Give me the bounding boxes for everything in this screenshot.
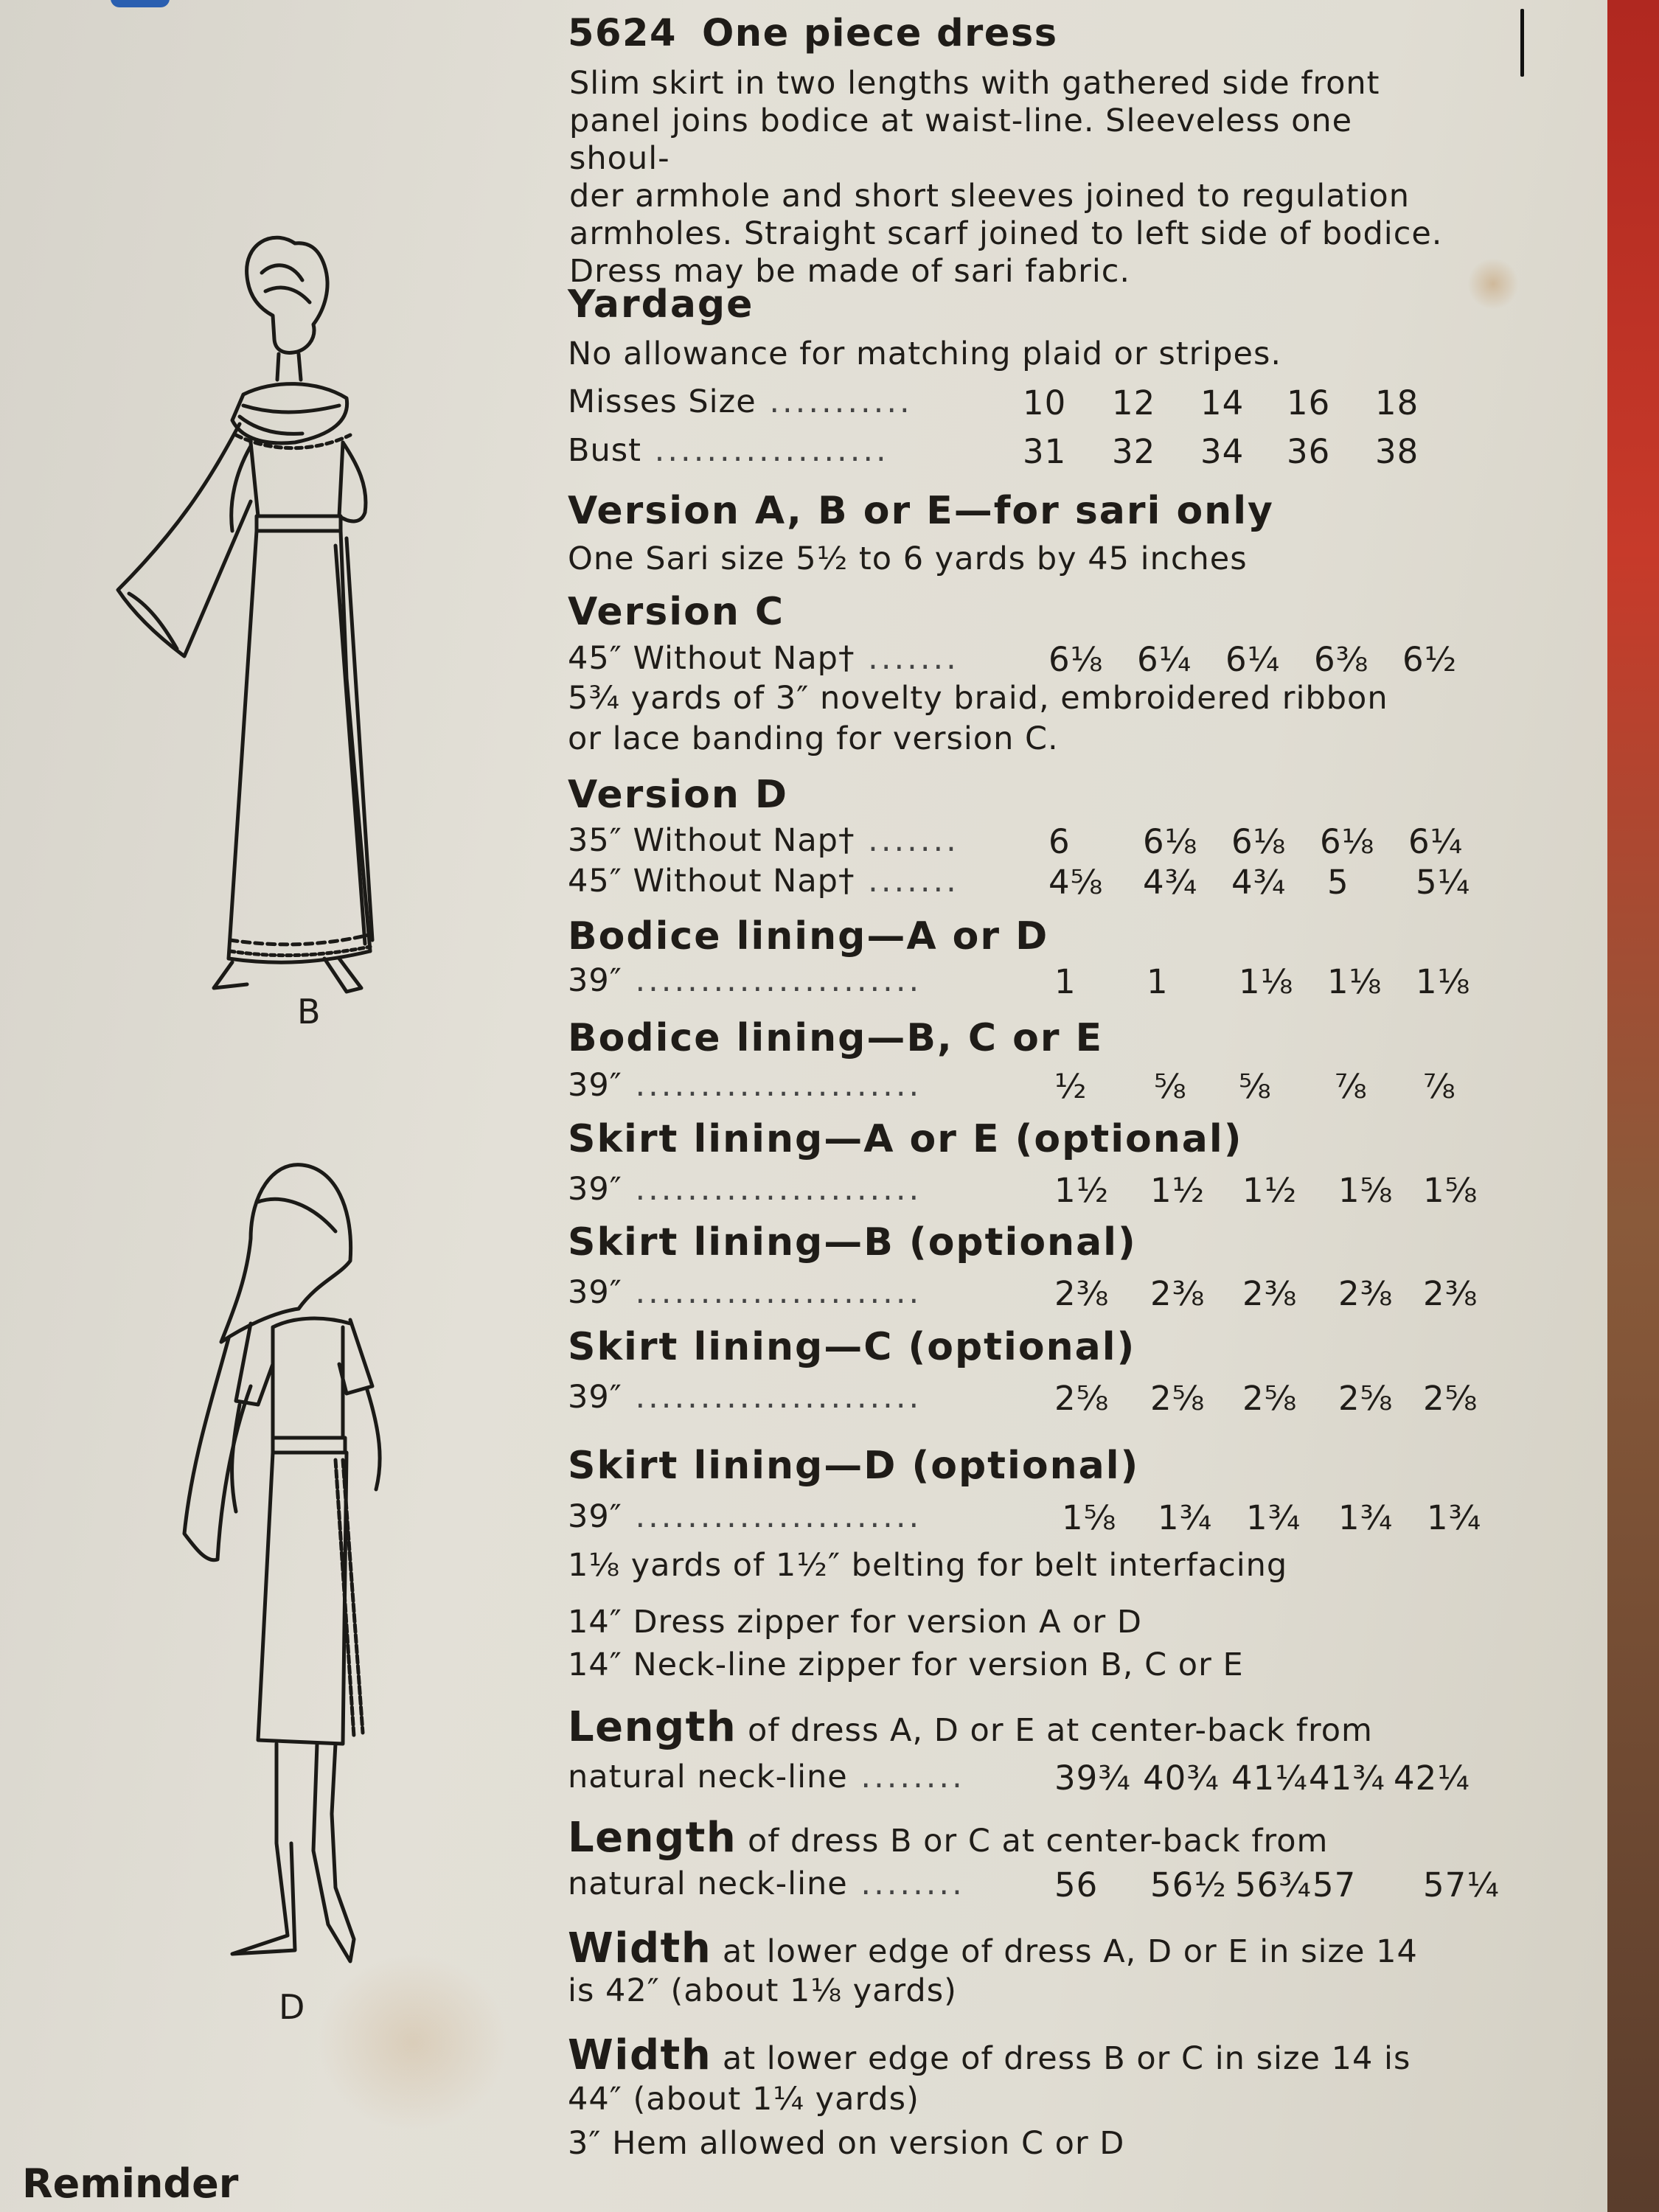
length-word: Length: [568, 1814, 737, 1862]
yardage-value: 6¼: [1408, 822, 1464, 861]
row-label: 45″ Without Nap†: [568, 863, 855, 900]
width-word: Width: [568, 2031, 712, 2079]
version-c-note: 5¾ yards of 3″ novelty braid, embroidered ribbon: [568, 680, 1388, 717]
version-c-row: 45″ Without Nap† ....... 6⅛ 6¼ 6¼ 6⅜ 6½: [568, 640, 1458, 679]
yardage-value: 1⅝: [1423, 1171, 1478, 1210]
skirt-lining-c-row: 39″ ...................... 2⅝ 2⅝ 2⅝ 2⅝ 2⅝: [568, 1379, 1478, 1418]
length-value: 57¼: [1423, 1865, 1500, 1905]
yardage-value: 6½: [1402, 640, 1458, 679]
yardage-value: 5: [1327, 863, 1349, 902]
row-label: 39″: [568, 962, 622, 999]
length-bc-row: natural neck-line ........ 56 56½ 56¾ 57 57¼: [568, 1865, 1500, 1905]
yardage-value: ⅝: [1154, 1067, 1187, 1106]
length-ade-line: [568, 1703, 1512, 1751]
yardage-value: 2⅝: [1338, 1379, 1394, 1418]
skirt-lining-d-row: 39″ ...................... 1⅝ 1¾ 1¾ 1¾ 1¾: [568, 1498, 1482, 1537]
length-word: Length: [568, 1703, 737, 1751]
skirt-lining-b-heading: Skirt lining—B (optional): [568, 1220, 1137, 1265]
yardage-value: 1: [1147, 962, 1169, 1001]
yardage-value: 2⅜: [1338, 1274, 1394, 1313]
description-line: panel joins bodice at waist-line. Sleeveless one shoul-: [569, 102, 1353, 177]
size-value: 12: [1112, 383, 1156, 422]
yardage-value: 1½: [1150, 1171, 1206, 1210]
yardage-value: 5¼: [1416, 863, 1471, 902]
row-label: 39″: [568, 1171, 622, 1208]
row-label: 35″ Without Nap†: [568, 822, 855, 859]
pattern-number: 5624: [568, 12, 677, 55]
width-bc-line-2: 44″ (about 1¼ yards): [568, 2081, 919, 2118]
bust-row: Bust .................. 31 32 34 36 38: [568, 432, 1419, 471]
bodice-lining-ad-row: 39″ ...................... 1 1 1⅛ 1⅛ 1⅛: [568, 962, 1471, 1001]
yardage-value: ½: [1054, 1067, 1088, 1106]
width-text: at lower edge of dress A, D or E in size 14: [722, 1933, 1418, 1970]
yardage-value: ⅞: [1423, 1067, 1456, 1106]
yardage-value: 6⅛: [1143, 822, 1198, 861]
yardage-value: 1⅝: [1062, 1498, 1117, 1537]
version-d-row: 35″ Without Nap† ....... 6 6⅛ 6⅛ 6⅛ 6¼: [568, 822, 1464, 861]
yardage-value: 1⅛: [1239, 962, 1294, 1001]
yardage-value: 2⅜: [1423, 1274, 1478, 1313]
row-label: natural neck-line: [568, 1865, 848, 1902]
hem-note: 3″ Hem allowed on version C or D: [568, 2125, 1125, 2162]
description-line: Slim skirt in two lengths with gathered side front: [569, 65, 1380, 102]
yardage-value: 1¾: [1338, 1498, 1394, 1537]
notion-line: 14″ Neck-line zipper for version B, C or E: [568, 1646, 1244, 1683]
yardage-value: 6⅜: [1314, 640, 1369, 679]
skirt-lining-b-row: 39″ ...................... 2⅜ 2⅜ 2⅜ 2⅜ 2⅜: [568, 1274, 1478, 1313]
length-ade-row: natural neck-line ........ 39¾ 40¾ 41¼ 41¾ 42¼: [568, 1759, 1470, 1798]
yardage-value: 4⅝: [1048, 863, 1104, 902]
length-value: 42¼: [1394, 1759, 1470, 1798]
yardage-value: 1¾: [1427, 1498, 1482, 1537]
length-bc-line: [568, 1814, 1512, 1862]
skirt-lining-ae-heading: Skirt lining—A or E (optional): [568, 1117, 1243, 1161]
row-label: 39″: [568, 1379, 622, 1416]
skirt-lining-d-heading: Skirt lining—D (optional): [568, 1444, 1140, 1488]
skirt-lining-c-heading: Skirt lining—C (optional): [568, 1325, 1136, 1369]
yardage-value: 2⅝: [1242, 1379, 1298, 1418]
yardage-value: 6⅛: [1320, 822, 1375, 861]
misses-size-row: Misses Size ........... 10 12 14 16 18: [568, 383, 1419, 422]
tear-mark: [1520, 9, 1524, 77]
yardage-value: 6: [1048, 822, 1071, 861]
row-label: 39″: [568, 1274, 622, 1311]
length-text: of dress A, D or E at center-back from: [747, 1712, 1373, 1749]
row-label: 39″: [568, 1498, 622, 1535]
width-ade-line: [568, 1924, 1512, 1972]
sari-heading: Version A, B or E—for sari only: [568, 489, 1274, 533]
yardage-value: 4¾: [1231, 863, 1287, 902]
misses-size-label: Misses Size: [568, 383, 757, 420]
version-d-row: 45″ Without Nap† ....... 4⅝ 4¾ 4¾ 5 5¼: [568, 863, 1471, 902]
bust-value: 38: [1375, 432, 1419, 471]
row-label: natural neck-line: [568, 1759, 848, 1795]
yardage-value: 2⅜: [1054, 1274, 1110, 1313]
yardage-value: 6¼: [1137, 640, 1192, 679]
description-line: der armhole and short sleeves joined to regulation: [569, 178, 1410, 215]
reminder-heading: Reminder: [22, 2160, 239, 2207]
description-line: Dress may be made of sari fabric.: [569, 253, 1131, 290]
width-word: Width: [568, 1924, 712, 1972]
yardage-value: ⅞: [1335, 1067, 1368, 1106]
length-value: 56¾: [1235, 1865, 1312, 1905]
bust-value: 31: [1023, 432, 1067, 471]
length-text: of dress B or C at center-back from: [747, 1823, 1329, 1860]
yardage-value: 6¼: [1225, 640, 1281, 679]
yardage-note: No allowance for matching plaid or stripes.: [568, 335, 1282, 372]
pattern-title: One piece dress: [701, 12, 1058, 55]
yardage-value: 1¾: [1246, 1498, 1301, 1537]
yardage-value: 1⅛: [1416, 962, 1471, 1001]
bust-value: 34: [1200, 432, 1245, 471]
version-c-heading: Version C: [568, 590, 785, 634]
figure-label-d: D: [279, 1987, 305, 2027]
yardage-value: 1⅛: [1327, 962, 1382, 1001]
length-value: 40¾: [1143, 1759, 1220, 1798]
row-label: 39″: [568, 1067, 622, 1104]
yardage-value: 1¾: [1158, 1498, 1213, 1537]
width-bc-line: [568, 2031, 1512, 2079]
yardage-value: 1: [1054, 962, 1077, 1001]
length-value: 39¾: [1054, 1759, 1131, 1798]
size-value: 16: [1287, 383, 1331, 422]
dress-illustration-d: [170, 1150, 435, 1983]
dress-illustration-b: [103, 221, 487, 1003]
bodice-lining-bce-heading: Bodice lining—B, C or E: [568, 1016, 1104, 1060]
yardage-value: 1½: [1054, 1171, 1110, 1210]
size-value: 10: [1023, 383, 1067, 422]
yardage-value: 1⅝: [1338, 1171, 1394, 1210]
length-value: 56½: [1150, 1865, 1227, 1905]
brand-logo-corner: [111, 0, 170, 7]
yardage-value: 2⅝: [1054, 1379, 1110, 1418]
size-value: 14: [1200, 383, 1245, 422]
length-value: 41¾: [1309, 1759, 1385, 1798]
bust-label: Bust: [568, 432, 642, 469]
yardage-value: 1½: [1242, 1171, 1298, 1210]
yardage-value: ⅝: [1239, 1067, 1272, 1106]
length-value: 57: [1312, 1865, 1357, 1905]
width-text: at lower edge of dress B or C in size 14 is: [722, 2040, 1411, 2077]
row-label: 45″ Without Nap†: [568, 640, 855, 677]
size-value: 18: [1375, 383, 1419, 422]
description-line: armholes. Straight scarf joined to left side of bodice.: [569, 215, 1443, 252]
bust-value: 36: [1287, 432, 1331, 471]
figure-label-b: B: [297, 992, 321, 1032]
length-value: 56: [1054, 1865, 1099, 1905]
yardage-value: 2⅝: [1423, 1379, 1478, 1418]
notion-line: 14″ Dress zipper for version A or D: [568, 1604, 1142, 1641]
bodice-lining-ad-heading: Bodice lining—A or D: [568, 914, 1049, 959]
width-ade-line-2: is 42″ (about 1⅛ yards): [568, 1972, 957, 2009]
yardage-value: 2⅝: [1150, 1379, 1206, 1418]
background-strip: [1607, 0, 1659, 2212]
notion-line: 1⅛ yards of 1½″ belting for belt interfacing: [568, 1547, 1288, 1584]
yardage-value: 2⅜: [1150, 1274, 1206, 1313]
version-c-note: or lace banding for version C.: [568, 720, 1059, 757]
yardage-value: 6⅛: [1048, 640, 1104, 679]
sari-note: One Sari size 5½ to 6 yards by 45 inches: [568, 540, 1248, 577]
bust-value: 32: [1112, 432, 1156, 471]
skirt-lining-ae-row: 39″ ...................... 1½ 1½ 1½ 1⅝ 1⅝: [568, 1171, 1478, 1210]
bodice-lining-bce-row: 39″ ...................... ½ ⅝ ⅝ ⅞ ⅞: [568, 1067, 1456, 1106]
yardage-heading: Yardage: [568, 282, 754, 327]
pattern-description: [569, 65, 1454, 291]
yardage-value: 2⅜: [1242, 1274, 1298, 1313]
version-d-heading: Version D: [568, 773, 789, 817]
length-value: 41¼: [1231, 1759, 1308, 1798]
pattern-header: [568, 12, 1058, 55]
yardage-value: 6⅛: [1231, 822, 1287, 861]
yardage-value: 4¾: [1143, 863, 1198, 902]
